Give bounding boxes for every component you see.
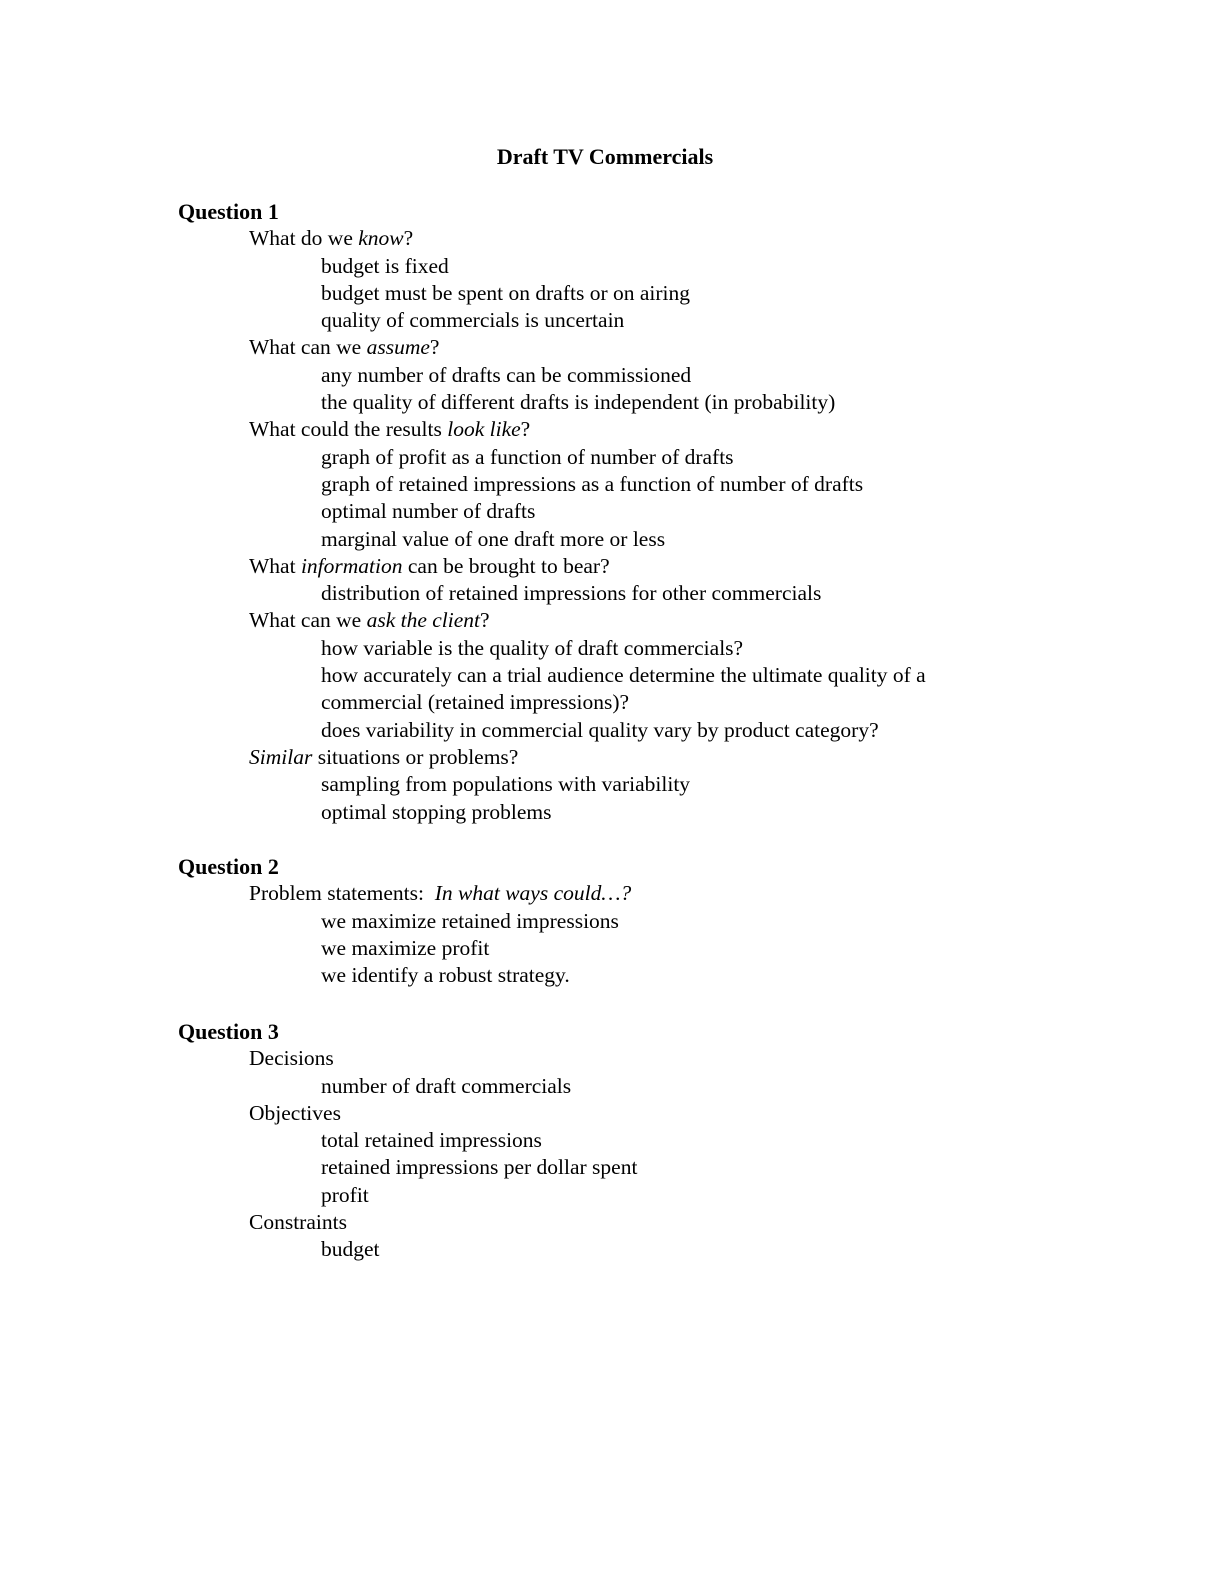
similar-emphasis: Similar <box>249 744 313 769</box>
similar-prompt: Similar situations or problems? <box>249 744 519 769</box>
list-item: marginal value of one draft more or less <box>321 526 666 551</box>
know-emphasis: know <box>358 226 404 251</box>
list-item: distribution of retained impressions for other commercials <box>321 581 822 606</box>
list-item: budget must be spent on drafts or on airing <box>321 280 691 305</box>
list-item: we maximize retained impressions <box>321 908 619 933</box>
list-item: graph of profit as a function of number of drafts <box>321 444 734 469</box>
list-item: budget <box>321 1237 380 1262</box>
list-item: how variable is the quality of draft commercials? <box>321 635 744 660</box>
list-item: the quality of different drafts is independent (in probability) <box>321 390 836 415</box>
question-3-section <box>178 1018 1078 1264</box>
client-emphasis: ask the client <box>366 608 481 633</box>
constraints-label: Constraints <box>249 1210 347 1235</box>
decisions-label: Decisions <box>249 1046 334 1071</box>
assume-prompt: What can we assume? <box>249 335 440 360</box>
know-prompt: What do we know? <box>249 226 414 251</box>
question-1-heading: Question 1 <box>178 199 279 224</box>
list-item: we identify a robust strategy. <box>321 963 570 988</box>
list-item: profit <box>321 1182 369 1207</box>
list-item: sampling from populations with variability <box>321 772 691 797</box>
list-item: does variability in commercial quality vary by product category? <box>321 717 879 742</box>
list-item: commercial (retained impressions)? <box>321 690 630 715</box>
document-title: Draft TV Commercials <box>496 144 714 169</box>
information-prompt: What information can be brought to bear? <box>249 553 610 578</box>
list-item: optimal number of drafts <box>321 499 536 524</box>
question-2-section <box>178 853 1078 989</box>
information-emphasis: information <box>300 553 403 578</box>
client-prompt: What can we ask the client? <box>249 608 490 633</box>
list-item: graph of retained impressions as a function of number of drafts <box>321 471 864 496</box>
question-3-heading: Question 3 <box>178 1019 279 1044</box>
list-item: number of draft commercials <box>321 1073 572 1098</box>
problem-statements-prompt: Problem statements: In what ways could…? <box>249 881 632 906</box>
list-item: any number of drafts can be commissioned <box>321 362 692 387</box>
objectives-label: Objectives <box>249 1100 341 1125</box>
list-item: we maximize profit <box>321 935 490 960</box>
list-item: how accurately can a trial audience determine the ultimate quality of a <box>321 663 926 688</box>
list-item: optimal stopping problems <box>321 799 552 824</box>
results-emphasis: look like <box>447 417 521 442</box>
list-item: quality of commercials is uncertain <box>321 308 625 333</box>
question-2-heading: Question 2 <box>178 854 279 879</box>
results-prompt: What could the results look like? <box>249 417 531 442</box>
question-1-section <box>178 198 1078 826</box>
problem-statements-emphasis: In what ways could…? <box>434 881 632 906</box>
assume-emphasis: assume <box>366 335 430 360</box>
list-item: total retained impressions <box>321 1128 542 1153</box>
list-item: budget is fixed <box>321 253 449 278</box>
list-item: retained impressions per dollar spent <box>321 1155 638 1180</box>
